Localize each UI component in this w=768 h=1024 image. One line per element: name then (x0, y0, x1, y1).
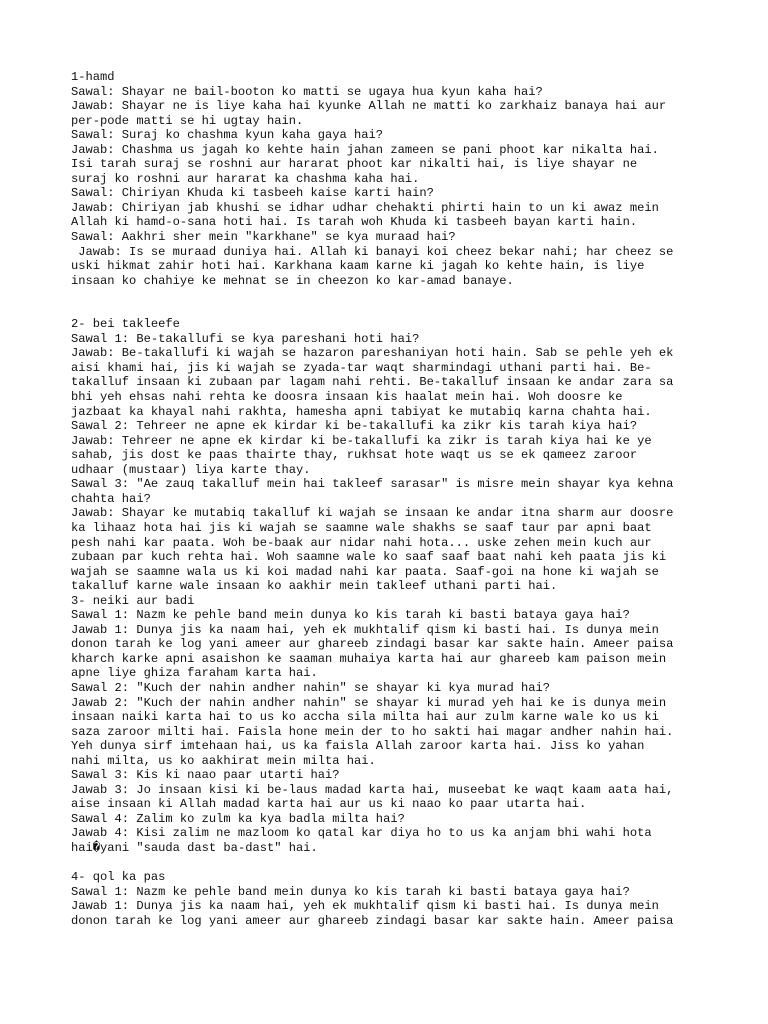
text-line: Jawab: Chiriyan jab khushi se idhar udhar chehakti phirti hain to un ki awaz mein (71, 200, 659, 215)
text-line: ka lihaaz hota hai jis ki wajah se saamne wale shakhs se saaf taur par apni baat (71, 520, 652, 535)
text-line: takalluf karne wale insaan ko aakhir mein takleef uthani parti hai. (71, 579, 558, 594)
text-line: takalluf insaan ki zubaan par lagam nahi rehti. Be-takalluf insaan ke andar zara sa (71, 375, 674, 390)
text-line: 4- qol ka pas (71, 870, 166, 885)
text-line: Jawab: Is se muraad duniya hai. Allah ki banayi koi cheez bekar nahi; har cheez se (71, 244, 674, 259)
text-line (71, 856, 731, 871)
text-line: 2- bei takleefe (71, 317, 180, 332)
text-line: udhaar (mustaar) liya karte thay. (71, 462, 311, 477)
text-line: Jawab 1: Dunya jis ka naam hai, yeh ek mukhtalif qism ki basti hai. Is dunya mein (71, 622, 659, 637)
text-line: Sawal 1: Be-takallufi se kya pareshani hoti hai? (71, 331, 420, 346)
text-line: aisi khami hai, jis ki wajah se zyada-tar waqt sharmindagi uthani parti hai. Be- (71, 360, 652, 375)
text-line: Sawal: Suraj ko chashma kyun kaha gaya hai? (71, 128, 384, 143)
text-line: 3- neiki aur badi (71, 593, 195, 608)
text-line: Sawal 4: Zalim ko zulm ka kya badla milta hai? (71, 811, 405, 826)
text-line: Jawab: Chashma us jagah ko kehte hain jahan zameen se pani phoot kar nikalta hai. (71, 142, 659, 157)
text-line: Sawal: Chiriyan Khuda ki tasbeeh kaise karti hain? (71, 186, 434, 201)
text-line: Yeh dunya sirf imtehaan hai, us ka faisla Allah zaroor karta hai. Jiss ko yahan (71, 739, 645, 754)
text-line: Jawab: Shayar ke mutabiq takalluf ki wajah se insaan ke andar itna sharm aur doosre (71, 506, 674, 521)
text-line: insaan naiki karta hai to us ko accha sila milta hai aur zulm karne wale ko us ki (71, 710, 659, 725)
text-line: suraj ko roshni aur hararat ka chashma kaha hai. (71, 171, 420, 186)
text-line: Jawab 4: Kisi zalim ne mazloom ko qatal kar diya ho to us ka anjam bhi wahi hota (71, 826, 652, 841)
text-line: Jawab 2: "Kuch der nahin andher nahin" se shayar ki murad yeh hai ke is dunya mein (71, 695, 667, 710)
text-line: insaan ko chahiye ke mehnat se in cheezon ko kar-amad banaye. (71, 273, 514, 288)
text-line: per-pode matti se hi ugtay hain. (71, 113, 304, 128)
text-line: Sawal 1: Nazm ke pehle band mein dunya ko kis tarah ki basti bataya gaya hai? (71, 884, 630, 899)
text-line: pesh nahi kar paata. Woh be-baak aur nidar nahi hota... uske zehen mein kuch aur (71, 535, 652, 550)
text-line: Jawab 3: Jo insaan kisi ki be-laus madad karta hai, museebat ke waqt kaam aata hai, (71, 782, 674, 797)
text-line: Sawal 3: "Ae zauq takalluf mein hai takleef sarasar" is misre mein shayar kya kehna (71, 477, 674, 492)
text-line: Jawab 1: Dunya jis ka naam hai, yeh ek mukhtalif qism ki basti hai. Is dunya mein (71, 899, 659, 914)
text-line: zubaan par kuch rehta hai. Woh saamne wale ko saaf saaf baat nahi keh paata jis ki (71, 550, 667, 565)
text-line: donon tarah ke log yani ameer aur ghareeb zindagi basar kar sakte hain. Ameer paisa (71, 637, 674, 652)
text-line: sahab, jis dost ke paas thairte thay, rukhsat hote waqt us se ek qameez zaroor (71, 448, 638, 463)
text-line: uski hikmat zahir hoti hai. Karkhana kaam karne ki jagah ko kehte hain, is liye (71, 259, 645, 274)
text-line: saza zaroor milti hai. Faisla hone mein der to ho sakti hai magar andher nahin hai. (71, 724, 674, 739)
text-line: wajah se saamne wala us ki koi madad nahi kar paata. Saaf-goi na hone ki wajah se (71, 564, 659, 579)
text-line: Sawal 2: Tehreer ne apne ek kirdar ki be-takallufi ka zikr kis tarah kiya hai? (71, 419, 638, 434)
text-line: chahta hai? (71, 491, 151, 506)
text-line: Jawab: Be-takallufi ki wajah se hazaron pareshaniyan hoti hain. Sab se pehle yeh ek (71, 346, 674, 361)
text-line: aise insaan ki Allah madad karta hai aur us ki naao ko paar utarta hai. (71, 797, 587, 812)
text-line: Sawal 2: "Kuch der nahin andher nahin" se shayar ki kya murad hai? (71, 680, 550, 695)
document-page (71, 70, 731, 928)
text-line: 1-hamd (71, 70, 115, 84)
text-line: Allah ki hamd-o-sana hoti hai. Is tarah woh Khuda ki tasbeeh bayan karti hain. (71, 215, 638, 230)
text-line: apne liye ghiza faraham karta hai. (71, 666, 318, 681)
text-line (71, 288, 731, 303)
text-line: Jawab: Tehreer ne apne ek kirdar ki be-takallufi ka zikr is tarah kiya hai ke ye (71, 433, 652, 448)
text-line: Jawab: Shayar ne is liye kaha hai kyunke Allah ne matti ko zarkhaiz banaya hai aur (71, 99, 667, 114)
text-line: Sawal 1: Nazm ke pehle band mein dunya ko kis tarah ki basti bataya gaya hai? (71, 608, 630, 623)
text-line: hai�yani "sauda dast ba-dast" hai. (71, 840, 318, 855)
text-line: Sawal: Aakhri sher mein "karkhane" se kya muraad hai? (71, 230, 456, 245)
text-line: bhi yeh ehsas nahi rehta ke doosra insaan kis haalat mein hai. Woh doosre ke (71, 390, 623, 405)
text-line: kharch karke apni asaishon ke saaman muhaiya karta hai aur ghareeb kam paison mein (71, 651, 667, 666)
text-line (71, 303, 731, 318)
text-line: Sawal 3: Kis ki naao paar utarti hai? (71, 768, 340, 783)
text-line: donon tarah ke log yani ameer aur ghareeb zindagi basar kar sakte hain. Ameer paisa (71, 913, 674, 928)
text-line: nahi milta, us ko aakhirat mein milta hai. (71, 753, 376, 768)
text-line: Sawal: Shayar ne bail-booton ko matti se ugaya hua kyun kaha hai? (71, 84, 543, 99)
text-line: Isi tarah suraj se roshni aur hararat phoot kar nikalti hai, is liye shayar ne (71, 157, 638, 172)
text-line: jazbaat ka khayal nahi rakhta, hamesha apni tabiyat ke mutabiq karna chahta hai. (71, 404, 652, 419)
